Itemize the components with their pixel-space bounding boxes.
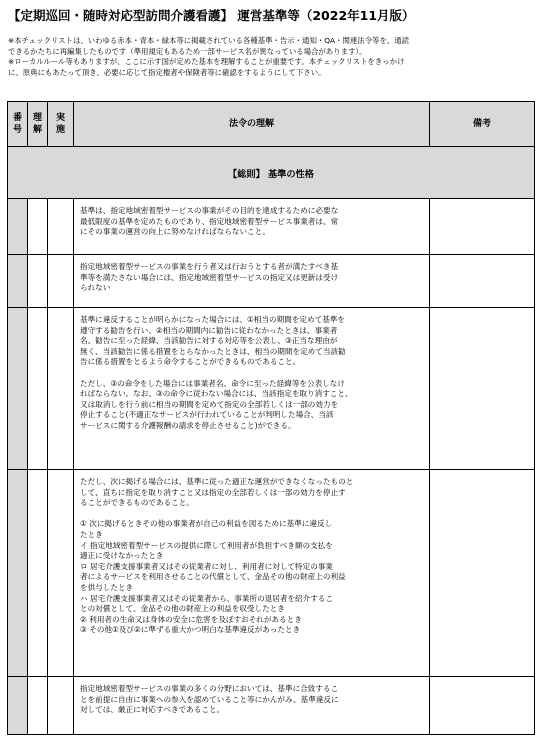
law-line: ればならない。なお、③の命令に従わない場合には、当該指定を取り消すこと、 [80, 389, 353, 399]
remarks-cell[interactable] [430, 255, 534, 307]
law-line: 遵守する勧告を行い、②相当の期間内に勧告に従わなかったときは、事業者 [80, 325, 338, 335]
law-line: して、直ちに指定を取り消すこと又は指定の全部若しくは一部の効力を停止す [80, 487, 346, 497]
law-line: ハ 居宅介護支援事業者又はその従業者から、事業所の退居者を紹介するこ [80, 593, 334, 603]
law-line [80, 368, 425, 379]
law-line: ③ その他①及び②に準ずる重大かつ明白な基準違反があったとき [80, 625, 301, 635]
number-cell [8, 470, 28, 676]
section-title: 【総則】 基準の性格 [228, 168, 314, 180]
law-line: 又は取消しを行う前に相当の期間を定めて指定の全部若しくは一部の効力を [80, 399, 339, 409]
law-line: ただし、次に掲げる場合には、基準に従った適正な運営ができなくなったものと [80, 477, 354, 486]
understood-checkbox-cell[interactable] [28, 199, 48, 254]
document-title: 【定期巡回・随時対応型訪問介護看護】 運営基準等（2022年11月版） [8, 8, 415, 23]
implemented-checkbox-cell[interactable] [48, 677, 74, 734]
law-line: 準等を満たさない場合には、指定地域密着型サービスの指定又は更新は受け [80, 272, 339, 282]
law-line: 無く、当該勧告に係る措置をとらなかったときは、相当の期間を定めて当該勧 [80, 346, 346, 356]
law-line: 指定地域密着型サービスの事業の多くの分野においては、基準に合致するこ [80, 684, 339, 693]
law-line: ② 利用者の生命又は身体の安全に危害を及ぼすおそれがあるとき [80, 614, 302, 624]
law-line: 指定地域密着型サービスの事業を行う者又は行おうとする者が満たすべき基 [80, 262, 339, 271]
law-text-cell [74, 677, 430, 734]
law-line: ただし、③の命令をした場合には事業者名、命令に至った経緯等を公表しなけ [80, 378, 345, 388]
law-line: 基準に違反することが明らかになった場合には、①相当の期間を定めて基準を [80, 315, 345, 324]
law-line: 名、勧告に至った経緯、当該勧告に対する対応等を公表し、③正当な理由が [80, 336, 338, 346]
law-line: 最低限度の基準を定めたものであり、指定地域密着型サービス事業者は、常 [80, 216, 339, 226]
law-line: を供与したとき [80, 582, 134, 592]
table-row [7, 255, 535, 308]
law-line: 者によるサービスを利用させることの代償として、金品その他の財産上の利益 [80, 572, 346, 582]
header-implemented-label: 実 施 [55, 113, 65, 135]
table-row [7, 677, 535, 735]
implemented-checkbox-cell[interactable] [48, 470, 74, 676]
checklist-table [7, 101, 535, 735]
header-implemented [48, 102, 74, 146]
law-line: 基準は、指定地域密着型サービスの事業がその目的を達成するために必要な [80, 206, 339, 215]
law-line: 告に係る措置をとるよう命令することができるものであること。 [80, 357, 301, 367]
number-cell [8, 308, 28, 469]
header-law-label: 法令の理解 [228, 119, 274, 129]
number-cell [8, 677, 28, 734]
table-row [7, 199, 535, 255]
law-line: ① 次に掲げるときその他の事業者が自己の利益を図るために基準に違反し [80, 519, 333, 529]
remarks-cell[interactable] [430, 677, 534, 734]
note-line: に、原典にもあたって頂き、必要に応じて指定権者や保険者等に確認をするようにして下さい。 [8, 67, 326, 77]
note-line: ※本チェックリストは、いわゆる赤本・青本・緑本等に掲載されている各種基準・告示・通知・QA・関連法令等を、通読 [8, 36, 410, 45]
law-text-cell [74, 308, 430, 469]
header-number-label: 番 号 [12, 113, 22, 135]
header-remarks [430, 102, 534, 146]
number-cell [8, 255, 28, 307]
header-remarks-label: 備考 [472, 119, 491, 129]
law-line: 適正に受けなかったとき [80, 551, 164, 561]
understood-checkbox-cell[interactable] [28, 308, 48, 469]
note-line: できるかたちに再編集したものです（準用規定もあるため一部サービス名が異なっている場合があります）。 [8, 46, 367, 56]
remarks-cell[interactable] [430, 308, 534, 469]
understood-checkbox-cell[interactable] [28, 677, 48, 734]
law-text-cell [74, 255, 430, 307]
law-line: サービスに関する介護報酬の請求を停止させること)ができる。 [80, 420, 296, 430]
law-line: との対償として、金品その他の財産上の利益を収受したとき [80, 604, 285, 614]
law-line: ロ 居宅介護支援事業者又はその従業者に対し、利用者に対して特定の事業 [80, 561, 334, 571]
understood-checkbox-cell[interactable] [28, 470, 48, 676]
law-text-cell [74, 470, 430, 676]
implemented-checkbox-cell[interactable] [48, 255, 74, 307]
implemented-checkbox-cell[interactable] [48, 308, 74, 469]
remarks-cell[interactable] [430, 470, 534, 676]
remarks-cell[interactable] [430, 199, 534, 254]
law-line: イ 指定地域密着型サービスの提供に際して利用者が負担すべき額の支払を [80, 540, 333, 550]
law-line [80, 509, 425, 520]
note-line: ※ローカルルール等もありますが、ここに示す国が定めた基本を理解することが重要です。本チェックリストをきっかけ [8, 57, 405, 67]
law-line: にその事業の運営の向上に努めなければならないこと。 [80, 227, 270, 237]
law-line: ることができるものであること。 [80, 498, 194, 508]
table-row [7, 470, 535, 677]
number-cell [8, 199, 28, 254]
notes-block [8, 36, 538, 78]
law-text-cell [74, 199, 430, 254]
understood-checkbox-cell[interactable] [28, 255, 48, 307]
law-line: たとき [80, 529, 103, 539]
law-line: とを前提に自由に事業への参入を認めていること等にかんがみ、基準違反に [80, 694, 339, 704]
section-row [7, 147, 535, 199]
table-header-row [7, 101, 535, 147]
table-row [7, 308, 535, 470]
header-number [8, 102, 28, 146]
header-understood-label: 理 解 [32, 113, 42, 135]
law-line: 停止すること(不適正なサービスが行われていることが判明した場合、当該 [80, 410, 334, 420]
law-line: られない [80, 283, 111, 293]
law-line: 対しては、厳正に対応すべきであること。 [80, 705, 225, 715]
header-understood [28, 102, 48, 146]
header-law [74, 102, 430, 146]
implemented-checkbox-cell[interactable] [48, 199, 74, 254]
